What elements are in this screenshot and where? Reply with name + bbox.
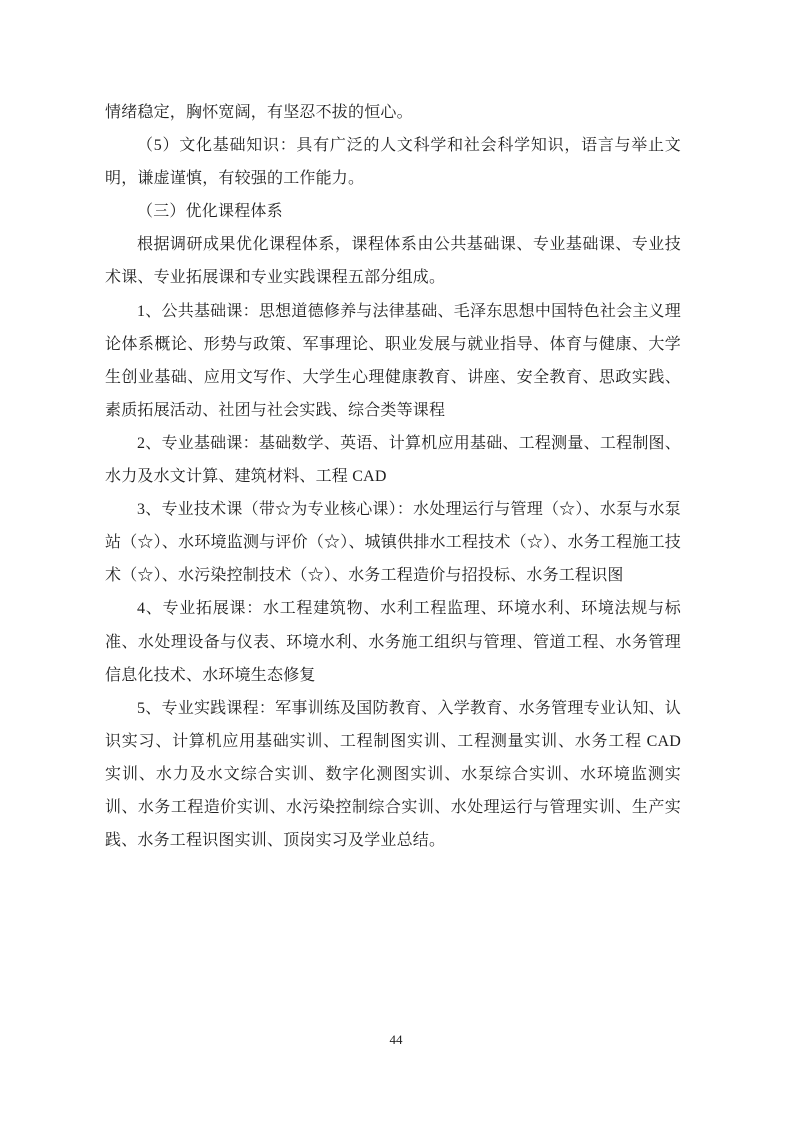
paragraph: 3、专业技术课（带☆为专业核心课）：水处理运行与管理（☆）、水泵与水泵站（☆）、水环境监测与评价（☆）、城镇供排水工程技术（☆）、水务工程施工技术（☆）、水污染控制技术（☆）、水务工程造价与招投标、水务工程识图 <box>105 501 681 585</box>
paragraph: 1、公共基础课：思想道德修养与法律基础、毛泽东思想中国特色社会主义理论体系概论、形势与政策、军事理论、职业发展与就业指导、体育与健康、大学生创业基础、应用文写作、大学生心理健康教育、讲座、安全教育、思政实践、素质拓展活动、社团与社会实践、综合类等课程 <box>105 302 681 419</box>
paragraph: （三）优化课程体系 <box>137 203 283 221</box>
paragraph: 2、专业基础课：基础数学、英语、计算机应用基础、工程测量、工程制图、水力及水文计算、建筑材料、工程 CAD <box>105 434 681 486</box>
paragraph: 5、专业实践课程：军事训练及国防教育、入学教育、水务管理专业认知、认识实习、计算机应用基础实训、工程制图实训、工程测量实训、水务工程 CAD 实训、水力及水文综合实训、数字化测图实训、水泵综合实训、水环境监测实训、水务工程造价实训、水污染控制综合实训、水处理运行与管理实训、生产实践、水务工程识图实训、顶岗实习及学业总结。 <box>105 699 681 850</box>
page-number: 44 <box>389 1032 403 1047</box>
paragraph: 根据调研成果优化课程体系，课程体系由公共基础课、专业基础课、专业技术课、专业拓展课和专业实践课程五部分组成。 <box>105 236 681 287</box>
paragraph: 4、专业拓展课：水工程建筑物、水利工程监理、环境水利、环境法规与标准、水处理设备与仪表、环境水利、水务施工组织与管理、管道工程、水务管理信息化技术、水环境生态修复 <box>105 600 681 684</box>
document-body <box>105 96 681 857</box>
paragraph: 情绪稳定，胸怀宽阔，有坚忍不拔的恒心。 <box>105 104 413 121</box>
paragraph: （5）文化基础知识：具有广泛的人文科学和社会科学知识，语言与举止文明，谦虚谨慎，有较强的工作能力。 <box>105 137 681 188</box>
